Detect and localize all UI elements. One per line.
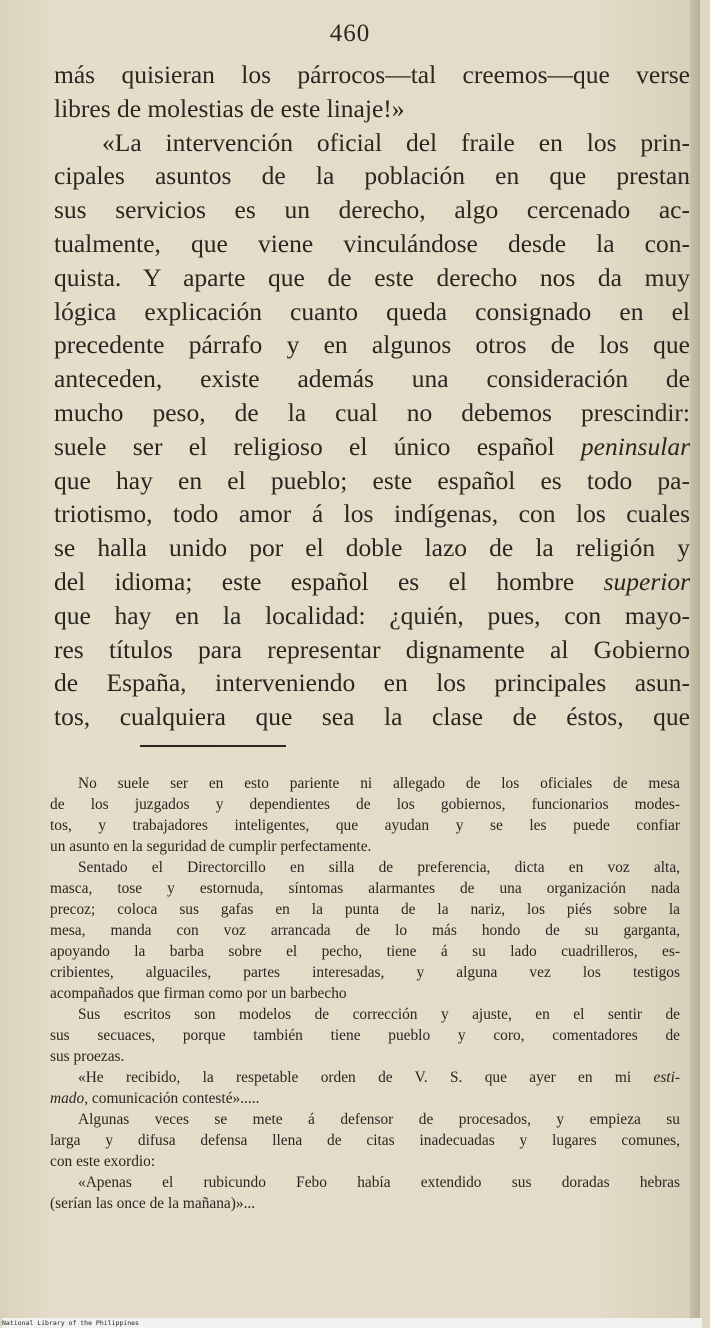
text-line [54, 565, 690, 599]
footnote-line: «Apenas el rubicundo Febo había extendido sus doradas hebras [78, 1174, 680, 1191]
text-line: libres de molestias de este linaje!» [54, 93, 405, 123]
text-line: se halla unido por el doble lazo de la religión y [54, 533, 690, 563]
footnote-line: un asunto en la seguridad de cumplir perfectamente. [50, 838, 372, 855]
footnote-line: Algunas veces se mete á defensor de procesados, y empieza su [78, 1111, 680, 1128]
footnote-line: acompañados que firman como por un barbecho [50, 985, 347, 1002]
text-segment: comunicación contesté»..... [91, 1090, 260, 1107]
text-line: quista. Y aparte que de este derecho nos da muy [54, 262, 690, 292]
footnote-line: larga y difusa defensa llena de citas inadecuadas y lugares comunes, [50, 1132, 680, 1149]
text-line: anteceden, existe además una consideración de [54, 364, 690, 394]
text-segment: suele ser el religioso el único español [54, 431, 555, 461]
text-line: mucho peso, de la cual no debemos prescindir: [54, 397, 690, 427]
text-line: tualmente, que viene vinculándose desde la con- [54, 228, 690, 258]
text-line: que hay en la localidad: ¿quién, pues, con mayo- [54, 600, 690, 630]
italic-word-estimado: esti- [653, 1069, 680, 1086]
text-line [54, 430, 690, 464]
text-line: lógica explicación cuanto queda consignado en el [54, 296, 690, 326]
footnote-line: precoz; coloca sus gafas en la punta de la nariz, los piés sobre la [50, 901, 680, 918]
text-line: de España, interveniendo en los principales asun- [54, 668, 690, 698]
footnote-line: (serían las once de la mañana)»... [50, 1195, 256, 1212]
footnote-line: tos, y trabajadores inteligentes, que ayudan y se les puede confiar [50, 817, 680, 834]
page-number: 460 [329, 20, 371, 47]
footnote-line [50, 1088, 680, 1109]
italic-word-estimado: mado, [50, 1090, 89, 1107]
page-edge [690, 0, 700, 1318]
footnotes [50, 773, 680, 1214]
text-line: sus servicios es un derecho, algo cercenado ac- [54, 195, 690, 225]
library-watermark: National Library of the Philippines [2, 1318, 702, 1328]
text-line: triotismo, todo amor á los indígenas, con los cuales [54, 499, 690, 529]
text-line: «La intervención oficial del fraile en los prin- [102, 127, 690, 157]
footnote-line: de los juzgados y dependientes de los gobiernos, funcionarios modes- [50, 796, 680, 813]
text-line: cipales asuntos de la población en que prestan [54, 161, 690, 191]
footnote-line: con este exordio: [50, 1153, 156, 1170]
text-line: res títulos para representar dignamente al Gobierno [54, 634, 690, 664]
footnote-line: cribientes, alguaciles, partes interesadas, y alguna vez los testigos [50, 964, 680, 981]
footnote-line: sus secuaces, porque también tiene pueblo y coro, comentadores de [50, 1027, 680, 1044]
main-text [54, 58, 690, 734]
italic-word-superior: superior [603, 566, 691, 596]
footnote-line: No suele ser en esto pariente ni allegado de los oficiales de mesa [78, 775, 680, 792]
footnote-divider [140, 745, 286, 747]
text-line: más quisieran los párrocos—tal creemos—que verse [54, 60, 690, 89]
footnote-line: mesa, manda con voz arrancada de lo más hondo de su garganta, [50, 922, 680, 939]
text-segment: «He recibido, la respetable orden de V. S. que ayer en mi [78, 1069, 632, 1086]
footnote-line: Sentado el Directorcillo en silla de preferencia, dicta en voz alta, [78, 859, 680, 876]
text-segment: del idioma; este español es el hombre [54, 566, 575, 596]
text-line: precedente párrafo y en algunos otros de los que [54, 330, 690, 360]
text-line: tos, cualquiera que sea la clase de éstos, que [54, 702, 690, 732]
italic-word-peninsular: peninsular [580, 431, 690, 461]
footnote-line: apoyando la barba sobre el pecho, tiene á su lado cuadrilleros, es- [50, 943, 680, 960]
footnote-line: masca, tose y estornuda, síntomas alarmantes de una organización nada [50, 880, 680, 897]
text-line: que hay en el pueblo; este español es todo pa- [54, 465, 690, 495]
footnote-line: Sus escritos son modelos de corrección y ajuste, en el sentir de [78, 1006, 680, 1023]
footnote-line: sus proezas. [50, 1048, 125, 1065]
footnote-line [50, 1067, 680, 1088]
